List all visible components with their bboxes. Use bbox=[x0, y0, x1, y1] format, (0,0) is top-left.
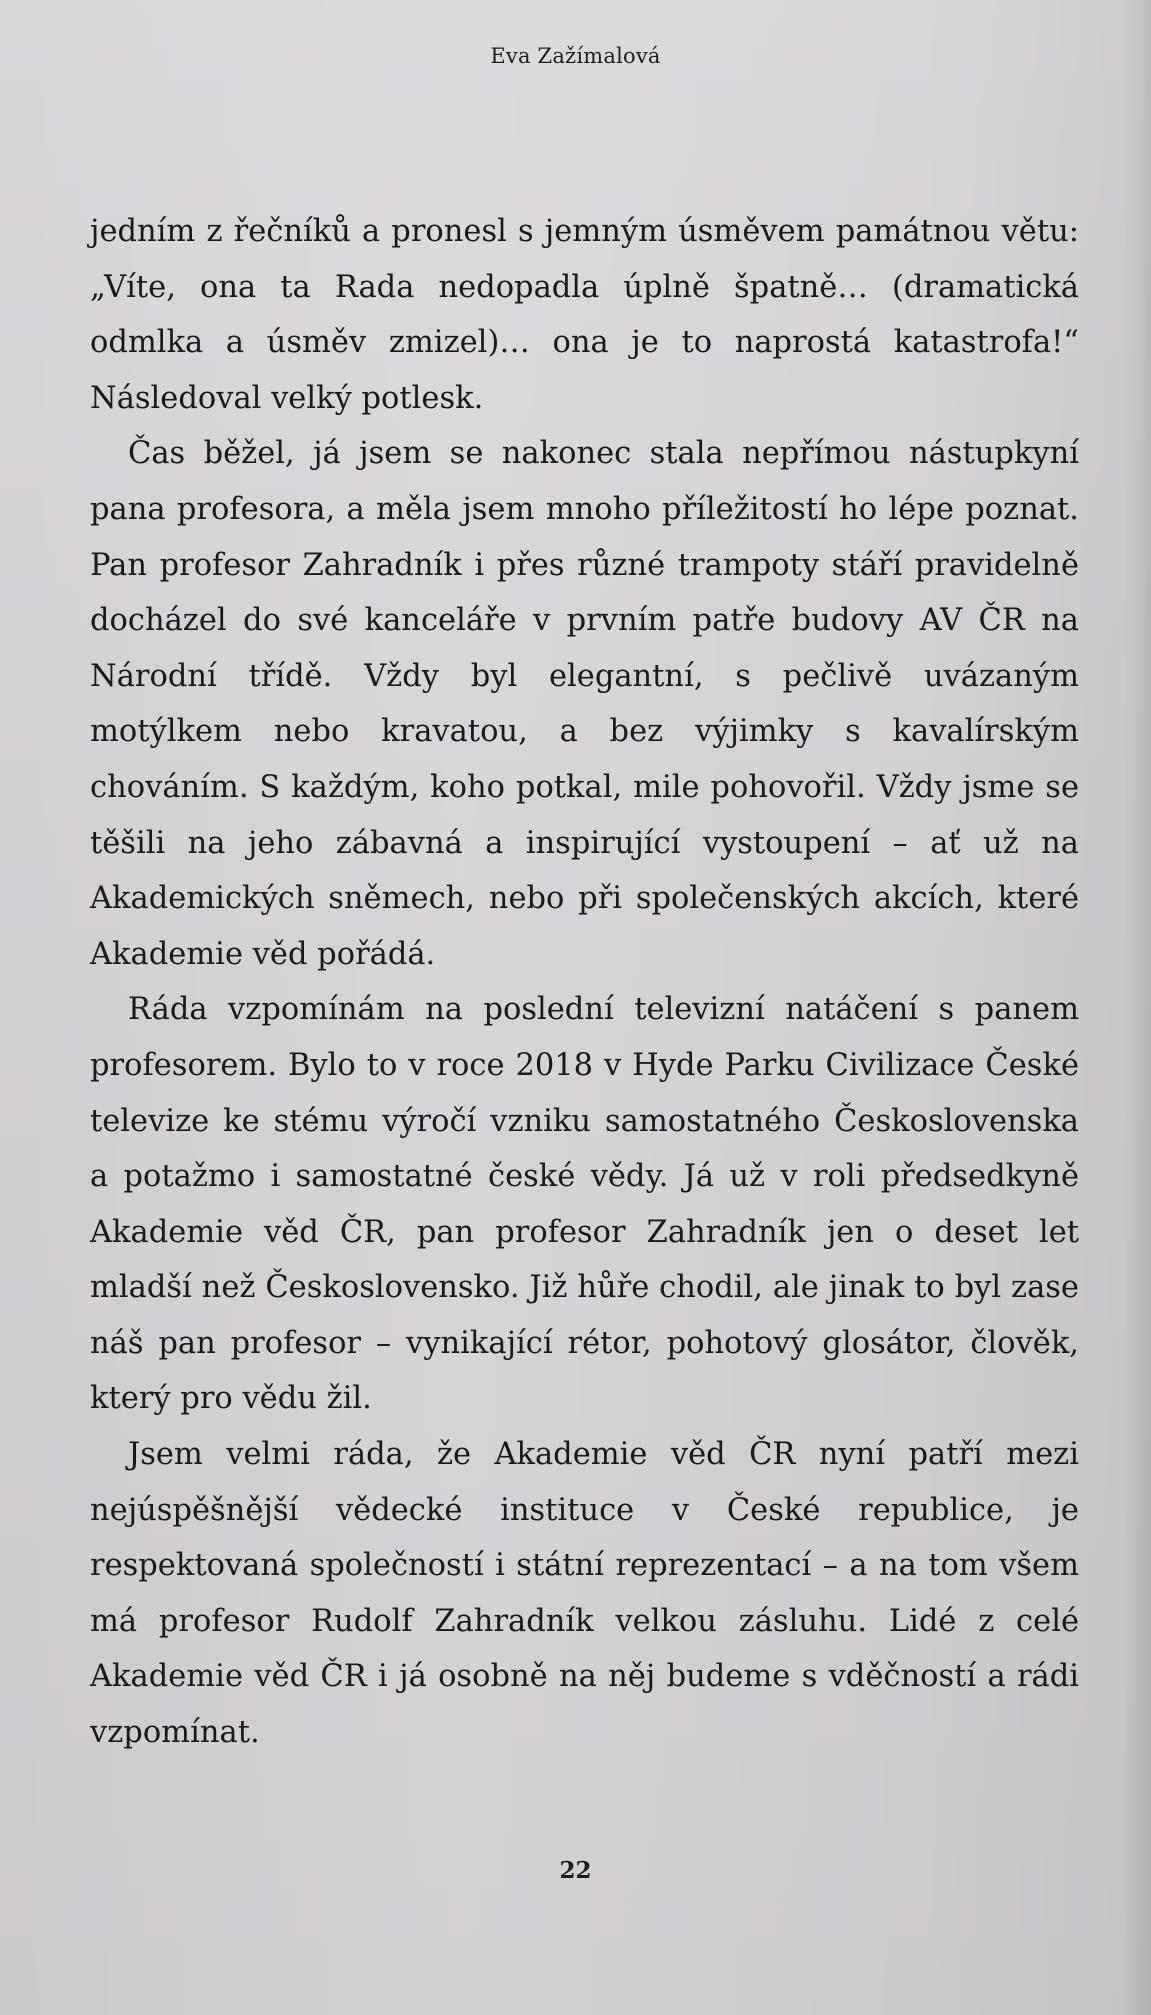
page-number: 22 bbox=[559, 1857, 592, 1884]
running-head-author: Eva Zažímalová bbox=[490, 44, 661, 68]
paragraph-1: jedním z řečníků a pronesl s jemným úsměvem památnou větu: „Víte, ona ta Rada nedopadla úplně špatně… (dramatická odmlka a úsměv zmizel)… ona je to naprostá katastrofa!“ Následoval velký potlesk. bbox=[90, 214, 1079, 416]
paragraph-4: Jsem velmi ráda, že Akademie věd ČR nyní patří mezi nejúspěšnější vědecké instituce v České republice, je respektovaná společností i státní reprezentací – a na tom všem má profesor Rudolf Zahradník velkou zásluhu. Lidé z celé Akademie věd ČR i já osobně na něj budeme s vděčností a rádi vzpomínat. bbox=[90, 1437, 1079, 1751]
page-edge-shadow bbox=[1123, 0, 1151, 2015]
paragraph-3: Ráda vzpomínám na poslední televizní natáčení s panem profesorem. Bylo to v roce 2018 v Hyde Parku Civilizace České televize ke stému výročí vzniku samostatného Československa a potažmo i samostatné české vědy. Já už v roli předsedkyně Akademie věd ČR, pan profesor Zahradník jen o deset let mladší než Československo. Již hůře chodil, ale jinak to byl zase náš pan profesor – vynikající rétor, pohotový glosátor, člověk, který pro vědu žil. bbox=[90, 992, 1079, 1417]
body-text bbox=[90, 204, 1079, 1761]
paragraph-2: Čas běžel, já jsem se nakonec stala nepřímou nástupkyní pana profesora, a měla jsem mnoho příležitostí ho lépe poznat. Pan profesor Zahradník i přes různé trampoty stáří pravidelně docházel do své kanceláře v prvním patře budovy AV ČR na Národní třídě. Vždy byl elegantní, s pečlivě uvázaným motýlkem nebo kravatou, a bez výjimky s kavalírským chováním. S každým, koho potkal, mile pohovořil. Vždy jsme se těšili na jeho zábavná a inspirující vystoupení – ať už na Akademických sněmech, nebo při společenských akcích, které Akademie věd pořádá. bbox=[90, 436, 1079, 972]
